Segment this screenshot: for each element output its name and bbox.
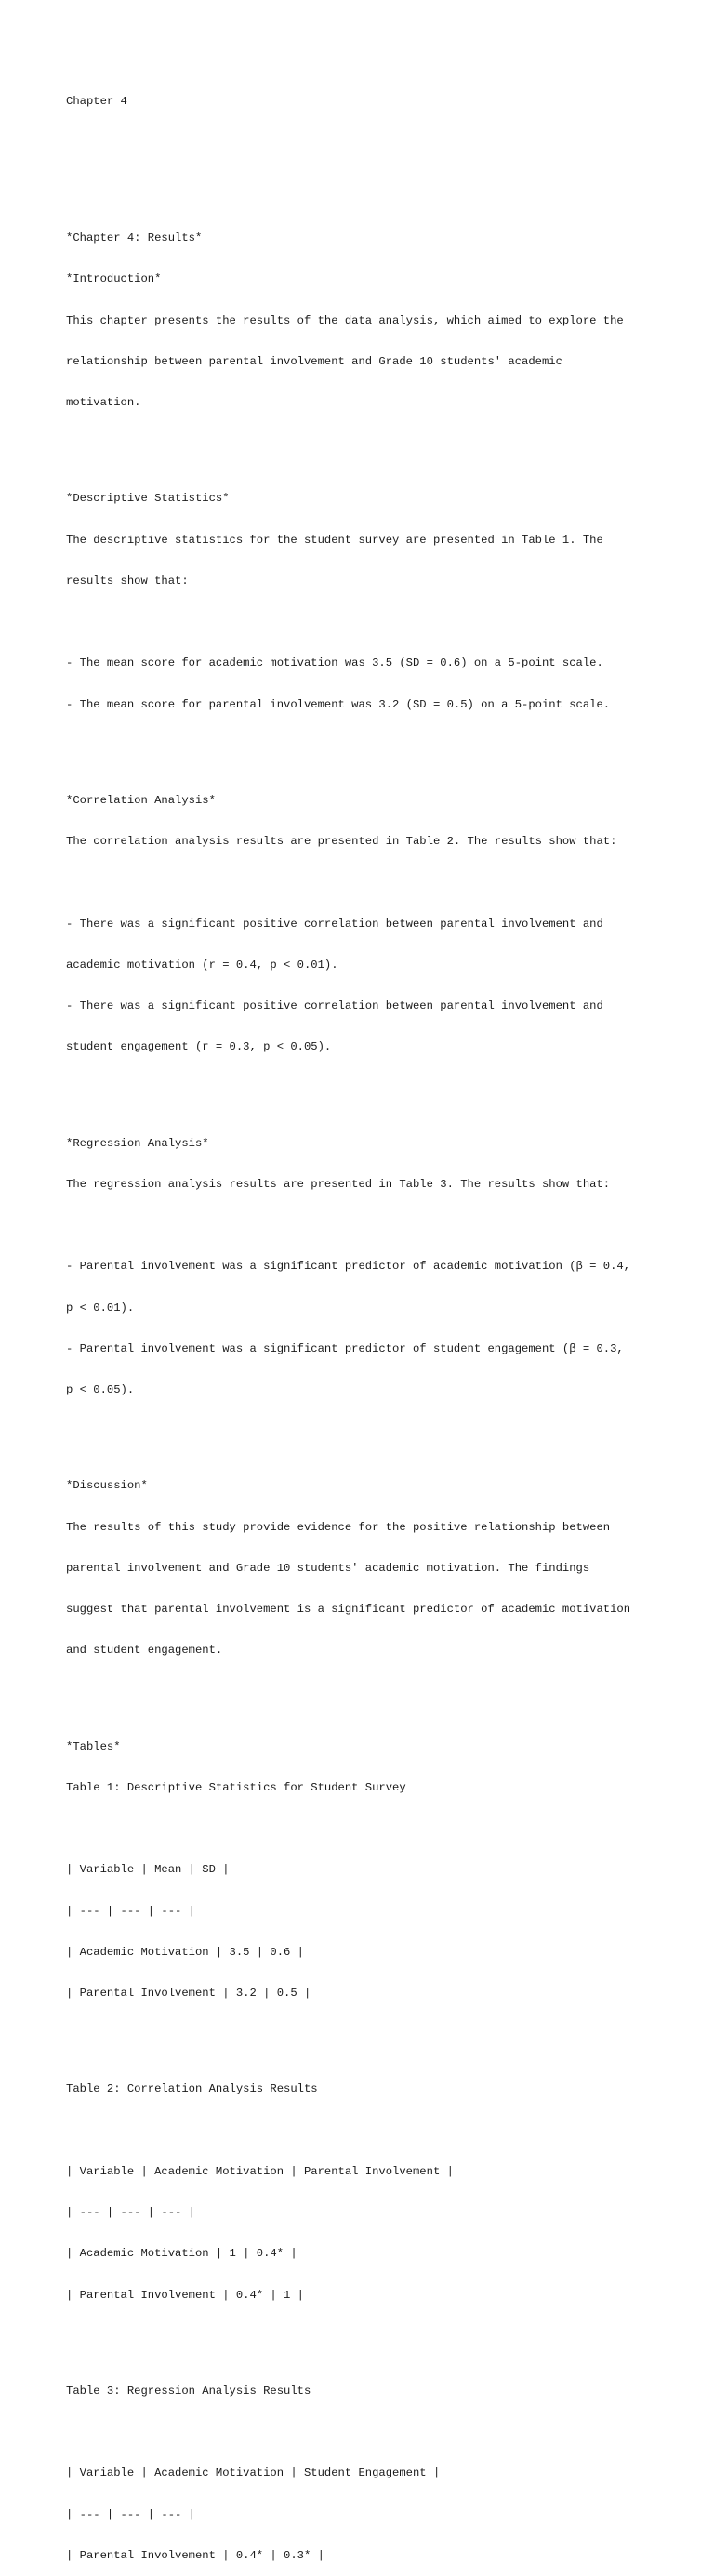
- paragraph-line: parental involvement and Grade 10 students' academic motivation. The findings: [66, 1561, 590, 1575]
- spacer: [66, 1219, 661, 1233]
- spacer: [66, 2425, 661, 2439]
- table-row: | Variable | Mean | SD |: [66, 1863, 230, 1877]
- spacer: [66, 437, 661, 451]
- page-header: Chapter 4: [66, 94, 127, 108]
- paragraph-line: results show that:: [66, 574, 189, 588]
- paragraph-line: relationship between parental involvement and Grade 10 students' academic: [66, 354, 562, 368]
- table-caption: Table 1: Descriptive Statistics for Student Survey: [66, 1780, 406, 1794]
- document-page: [66, 67, 661, 2576]
- spacer: [66, 2124, 661, 2138]
- table-caption: Table 3: Regression Analysis Results: [66, 2384, 311, 2398]
- table-row: | Academic Motivation | 3.5 | 0.6 |: [66, 1945, 304, 1959]
- table-row: | Academic Motivation | 1 | 0.4* |: [66, 2247, 298, 2261]
- table-caption: Table 2: Correlation Analysis Results: [66, 2082, 318, 2096]
- spacer: [66, 2330, 661, 2344]
- descriptive-heading: *Descriptive Statistics*: [66, 492, 230, 506]
- table-row: | Parental Involvement | 3.2 | 0.5 |: [66, 1987, 311, 2000]
- regression-heading: *Regression Analysis*: [66, 1136, 209, 1150]
- chapter-title: *Chapter 4: Results*: [66, 231, 203, 244]
- bullet-line: p < 0.05).: [66, 1383, 135, 1396]
- spacer: [66, 1424, 661, 1438]
- paragraph-line: motivation.: [66, 396, 141, 409]
- paragraph-line: suggest that parental involvement is a significant predictor of academic motivation: [66, 1603, 631, 1616]
- bullet-line: - The mean score for parental involvement was 3.2 (SD = 0.5) on a 5-point scale.: [66, 697, 611, 711]
- table-row: | Parental Involvement | 0.4* | 0.3* |: [66, 2548, 324, 2562]
- bullet-line: - The mean score for academic motivation was 3.5 (SD = 0.6) on a 5-point scale.: [66, 656, 603, 670]
- bullet-line: p < 0.01).: [66, 1301, 135, 1314]
- spacer: [66, 177, 661, 191]
- bullet-line: - Parental involvement was a significant predictor of student engagement (β = 0.3,: [66, 1341, 624, 1355]
- introduction-heading: *Introduction*: [66, 272, 162, 286]
- paragraph-line: and student engagement.: [66, 1644, 223, 1658]
- paragraph-line: The results of this study provide evidence for the positive relationship between: [66, 1520, 611, 1534]
- spacer: [66, 2028, 661, 2041]
- spacer: [66, 1822, 661, 1836]
- paragraph-line: The regression analysis results are presented in Table 3. The results show that:: [66, 1177, 611, 1191]
- tables-heading: *Tables*: [66, 1739, 121, 1753]
- table-row: | --- | --- | --- |: [66, 2507, 195, 2521]
- paragraph-line: The correlation analysis results are presented in Table 2. The results show that:: [66, 835, 617, 848]
- spacer: [66, 1082, 661, 1096]
- spacer: [66, 739, 661, 753]
- table-row: | Parental Involvement | 0.4* | 1 |: [66, 2288, 304, 2302]
- table-row: | Variable | Academic Motivation | Parental Involvement |: [66, 2164, 454, 2178]
- bullet-line: student engagement (r = 0.3, p < 0.05).: [66, 1040, 332, 1054]
- spacer: [66, 136, 661, 150]
- bullet-line: - Parental involvement was a significant predictor of academic motivation (β = 0.4,: [66, 1260, 631, 1274]
- paragraph-line: The descriptive statistics for the student survey are presented in Table 1. The: [66, 533, 603, 547]
- spacer: [66, 876, 661, 890]
- bullet-line: - There was a significant positive correlation between parental involvement and: [66, 999, 603, 1012]
- bullet-line: academic motivation (r = 0.4, p < 0.01).: [66, 958, 338, 971]
- correlation-heading: *Correlation Analysis*: [66, 793, 216, 807]
- table-row: | --- | --- | --- |: [66, 1904, 195, 1918]
- paragraph-line: This chapter presents the results of the data analysis, which aimed to explore the: [66, 313, 624, 327]
- bullet-line: - There was a significant positive correlation between parental involvement and: [66, 917, 603, 931]
- spacer: [66, 1685, 661, 1699]
- spacer: [66, 615, 661, 629]
- table-row: | --- | --- | --- |: [66, 2206, 195, 2219]
- table-row: | Variable | Academic Motivation | Student Engagement |: [66, 2466, 441, 2480]
- discussion-heading: *Discussion*: [66, 1479, 148, 1493]
